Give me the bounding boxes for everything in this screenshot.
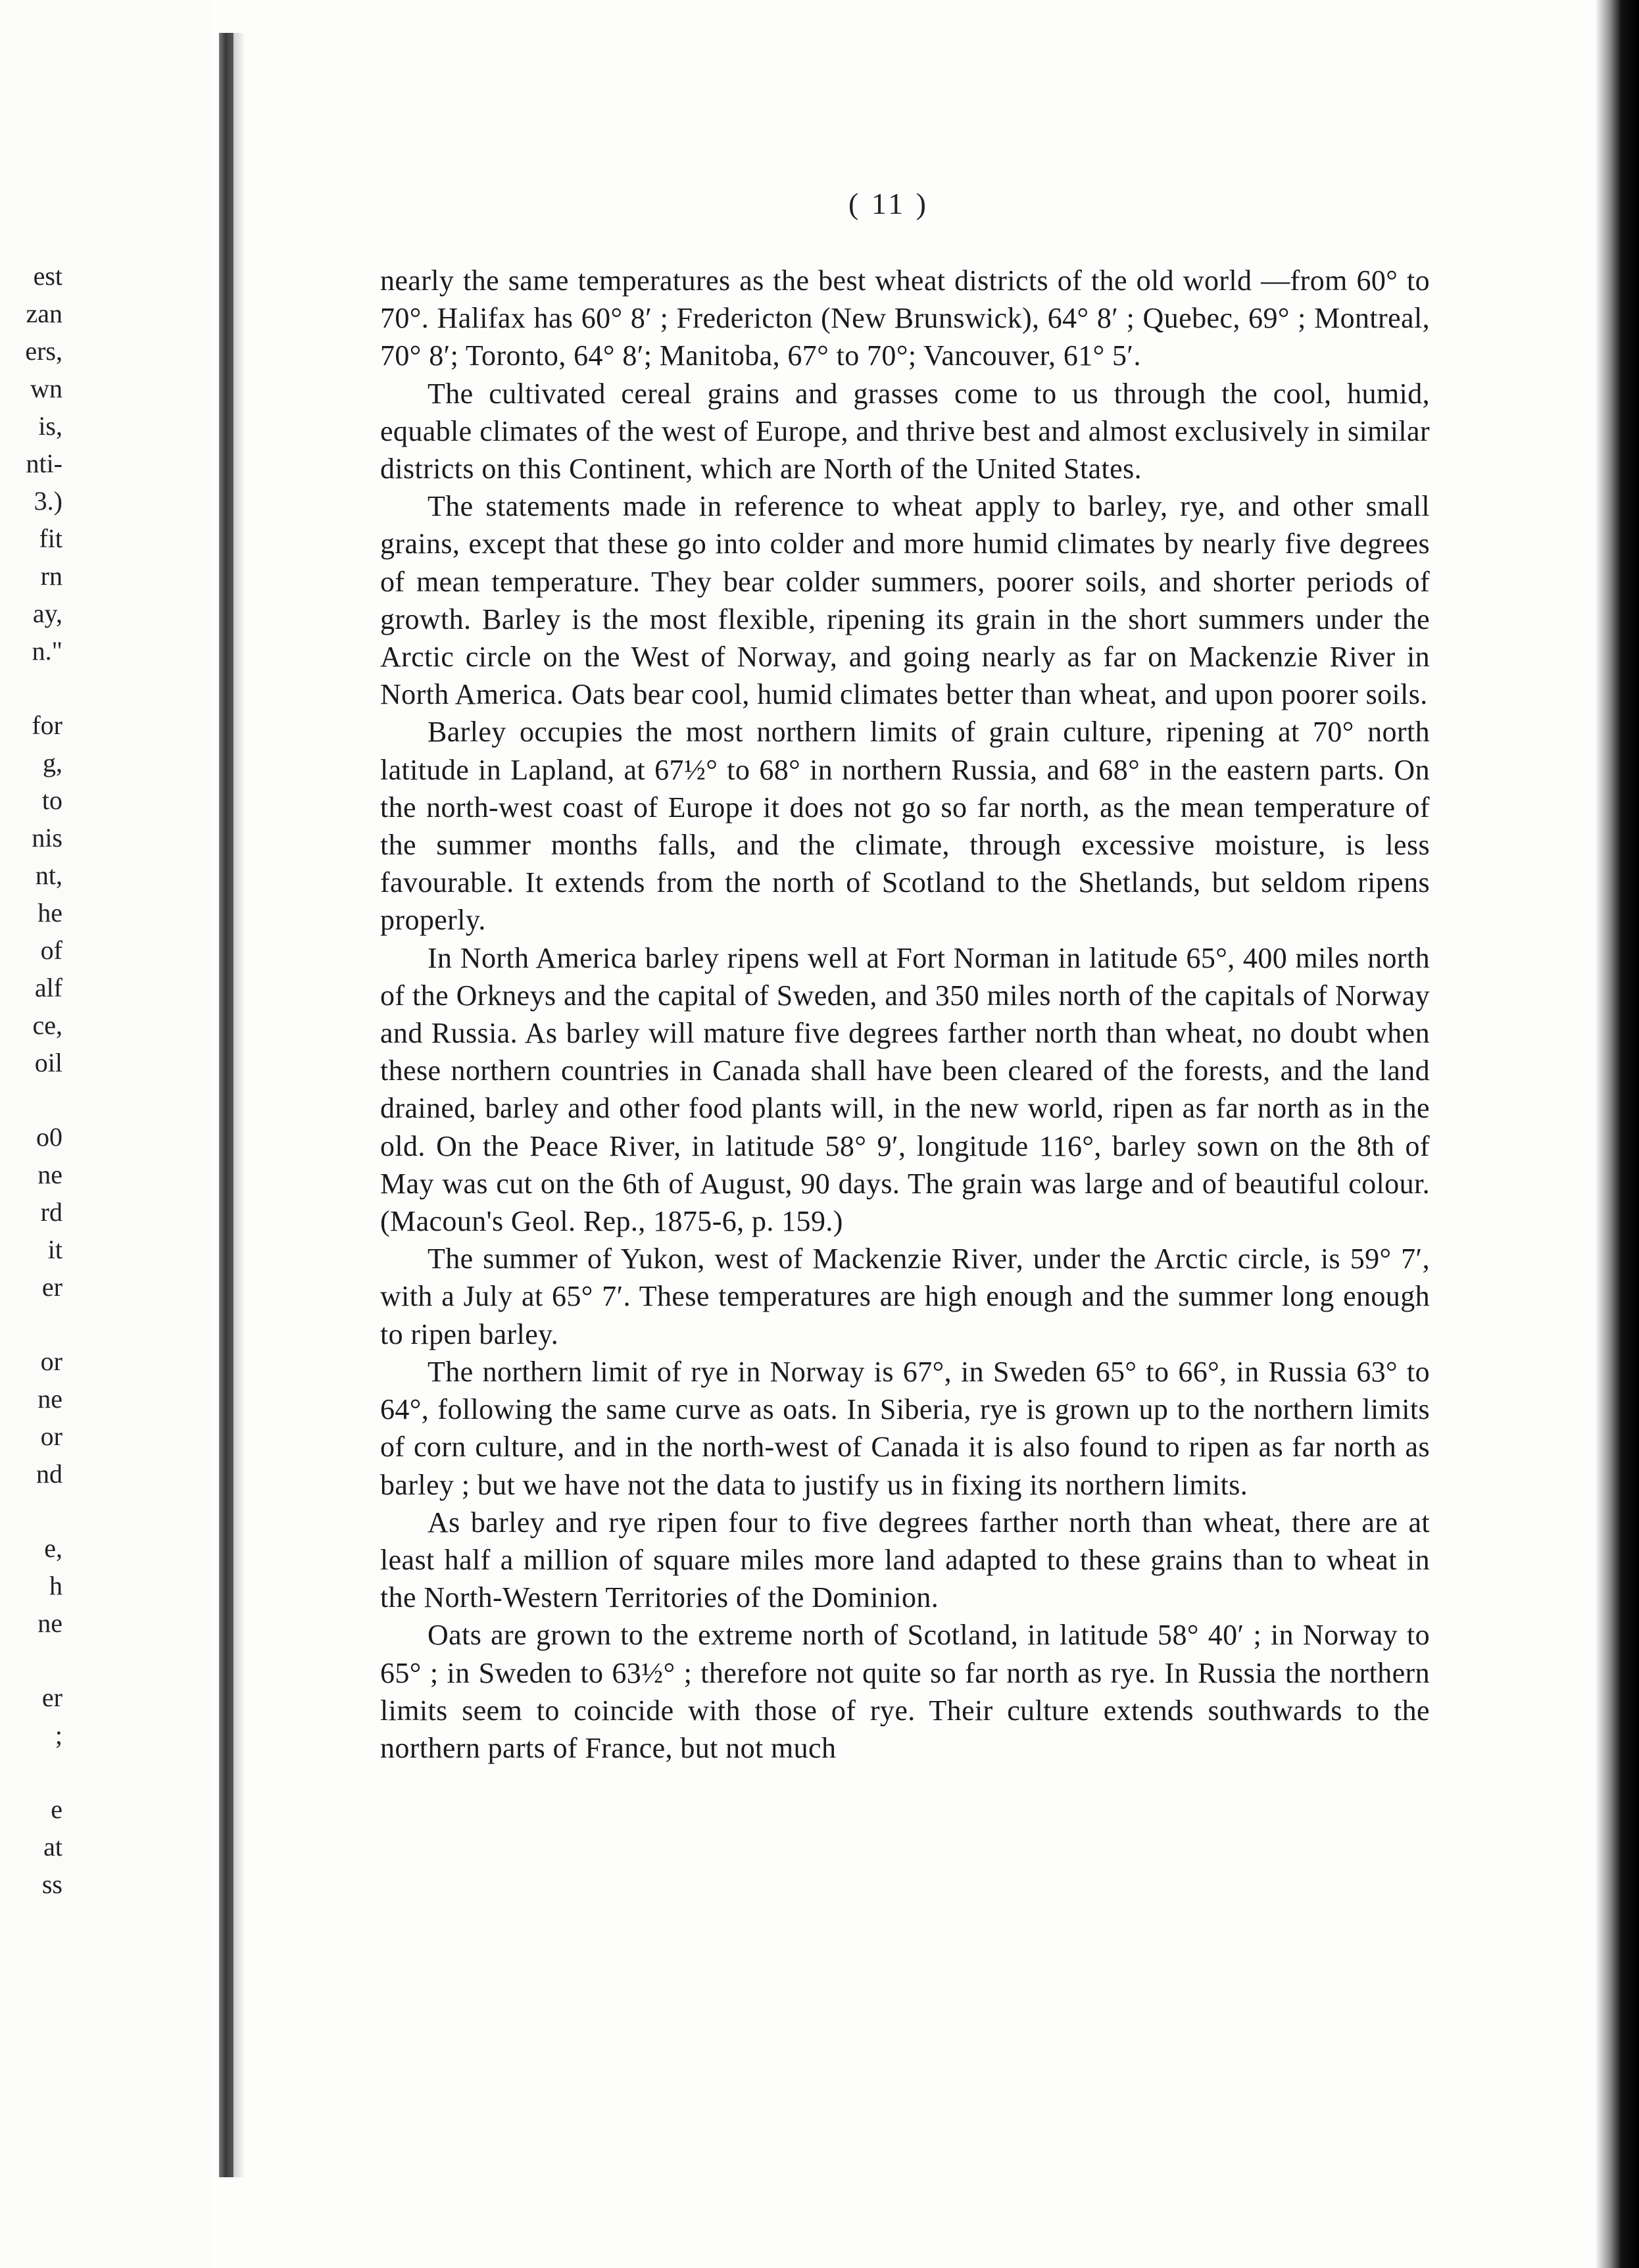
- paragraph-5: In North America barley ripens well at Fort Norman in latitude 65°, 400 miles north of the Orkneys and the capital of Sweden, and 350 miles north of the capitals of Norway and Russia. As barley will mature five degrees farther north than wheat, no doubt when these northern countries in Canada shall have been cleared of the forests, and the land drained, barley and other food plants will, in the new world, ripen as far north as in the old. On the Peace River, in latitude 58° 9′, longitude 116°, barley sown on the 8th of May was cut on the 6th of August, 90 days. The grain was large and of beautiful colour. (Macoun's Geol. Rep., 1875-6, p. 159.): [380, 941, 1430, 1238]
- facing-page-fragment: 3.): [34, 486, 62, 516]
- paragraph-4: Barley occupies the most northern limits of grain culture, ripening at 70° north latitude in Lapland, at 67½° to 68° in northern Russia, and 68° in the eastern parts. On the north-west coast of Europe it does not go so far north, as the mean temperature of the summer months falls, and the climate, through excessive moisture, is less favourable. It extends from the north of Scotland to the Shetlands, but seldom ripens properly.: [380, 716, 1430, 937]
- facing-page-edge: [0, 0, 210, 2268]
- facing-page-fragment: it: [47, 1235, 62, 1264]
- facing-page-fragment: ay,: [32, 599, 62, 628]
- facing-page-fragment: nt,: [35, 860, 62, 890]
- facing-page-fragment: er: [41, 1272, 62, 1302]
- paragraph-3: The statements made in reference to wheat apply to barley, rye, and other small grains, except that these go into colder and more humid climates by nearly five degrees of mean temperature. They bear colder summers, poorer soils, and shorter periods of growth. Barley is the most flexible, ripening its grain in the short summers under the Arctic circle on the West of Norway, and going nearly as far on Mackenzie River in North America. Oats bear cool, humid climates better than wheat, and upon poorer soils.: [380, 490, 1430, 711]
- facing-page-fragment: fit: [39, 524, 62, 553]
- body-text: [380, 262, 1430, 1767]
- facing-page-fragment: rd: [40, 1197, 62, 1227]
- paragraph-7: The northern limit of rye in Norway is 67°, in Sweden 65° to 66°, in Russia 63° to 64°, following the same curve as oats. In Siberia, rye is grown up to the northern limits of corn culture, and in the north-west of Canada it is also found to ripen as far north as barley ; but we have not the data to justify us in fixing its northern limits.: [380, 1355, 1430, 1501]
- paragraph-8: As barley and rye ripen four to five degrees farther north than wheat, there are at least half a million of square miles more land adapted to these grains than to wheat in the North-Western Territories of the Dominion.: [380, 1506, 1430, 1614]
- facing-page-fragment: g,: [43, 748, 62, 777]
- facing-page-fragment: rn: [40, 561, 62, 591]
- facing-page-fragment: ne: [37, 1384, 62, 1414]
- book-gutter: [219, 33, 233, 2177]
- facing-page-fragment: est: [33, 261, 62, 291]
- facing-page-fragment: or: [40, 1346, 62, 1376]
- facing-page-fragment: nti-: [26, 449, 62, 478]
- facing-page-fragment: nis: [32, 823, 62, 852]
- facing-page-fragment: ss: [41, 1869, 62, 1899]
- facing-page-fragment: to: [41, 785, 62, 815]
- facing-page-fragment: at: [43, 1832, 62, 1861]
- facing-page-fragment: n.": [32, 636, 62, 666]
- page-number: ( 11 ): [848, 187, 929, 220]
- facing-page-fragment: oil: [34, 1048, 62, 1077]
- facing-page-fragment: e: [51, 1794, 62, 1824]
- scan-border: [1595, 0, 1639, 2268]
- facing-page-fragment: of: [40, 935, 62, 965]
- facing-page-fragment: ce,: [32, 1010, 62, 1040]
- facing-page-fragment: nd: [36, 1459, 62, 1489]
- paragraph-9: Oats are grown to the extreme north of Scotland, in latitude 58° 40′ ; in Norway to 65° ; in Sweden to 63½° ; therefore not quite so far north as rye. In Russia the northern limits seem to coincide with those of rye. Their culture extends southwards to the northern parts of France, but not much: [380, 1619, 1430, 1764]
- facing-page-fragment: alf: [34, 973, 62, 1002]
- gutter-shadow: [233, 33, 245, 2177]
- facing-page-fragment: ne: [37, 1608, 62, 1638]
- facing-page-fragment: ;: [55, 1720, 62, 1750]
- facing-page-fragment: zan: [26, 299, 62, 328]
- facing-page-fragment: ne: [37, 1160, 62, 1189]
- paragraph-2: The cultivated cereal grains and grasses come to us through the cool, humid, equable climates of the west of Europe, and thrive best and almost exclusively in similar districts on this Continent, which are North of the United States.: [380, 377, 1430, 485]
- paragraph-6: The summer of Yukon, west of Mackenzie River, under the Arctic circle, is 59° 7′, with a July at 65° 7′. These temperatures are high enough and the summer long enough to ripen barley.: [380, 1243, 1430, 1350]
- facing-page-fragment: is,: [38, 411, 62, 441]
- facing-page-fragment: h: [49, 1571, 62, 1600]
- facing-page-fragment: for: [32, 710, 62, 740]
- facing-page-fragment: wn: [30, 374, 62, 403]
- facing-page-fragment: er: [41, 1683, 62, 1712]
- facing-page-fragment: ers,: [25, 336, 62, 366]
- facing-page-fragment: o0: [36, 1122, 62, 1152]
- facing-page-fragment: or: [40, 1421, 62, 1451]
- facing-page-fragment: he: [37, 898, 62, 927]
- facing-page-fragment: e,: [44, 1533, 62, 1563]
- paragraph-1: nearly the same temperatures as the best wheat districts of the old world —from 60° to 70°. Halifax has 60° 8′ ; Fredericton (New Brunswick), 64° 8′ ; Quebec, 69° ; Montreal, 70° 8′; Toronto, 64° 8′; Manitoba, 67° to 70°; Vancouver, 61° 5′.: [380, 264, 1430, 372]
